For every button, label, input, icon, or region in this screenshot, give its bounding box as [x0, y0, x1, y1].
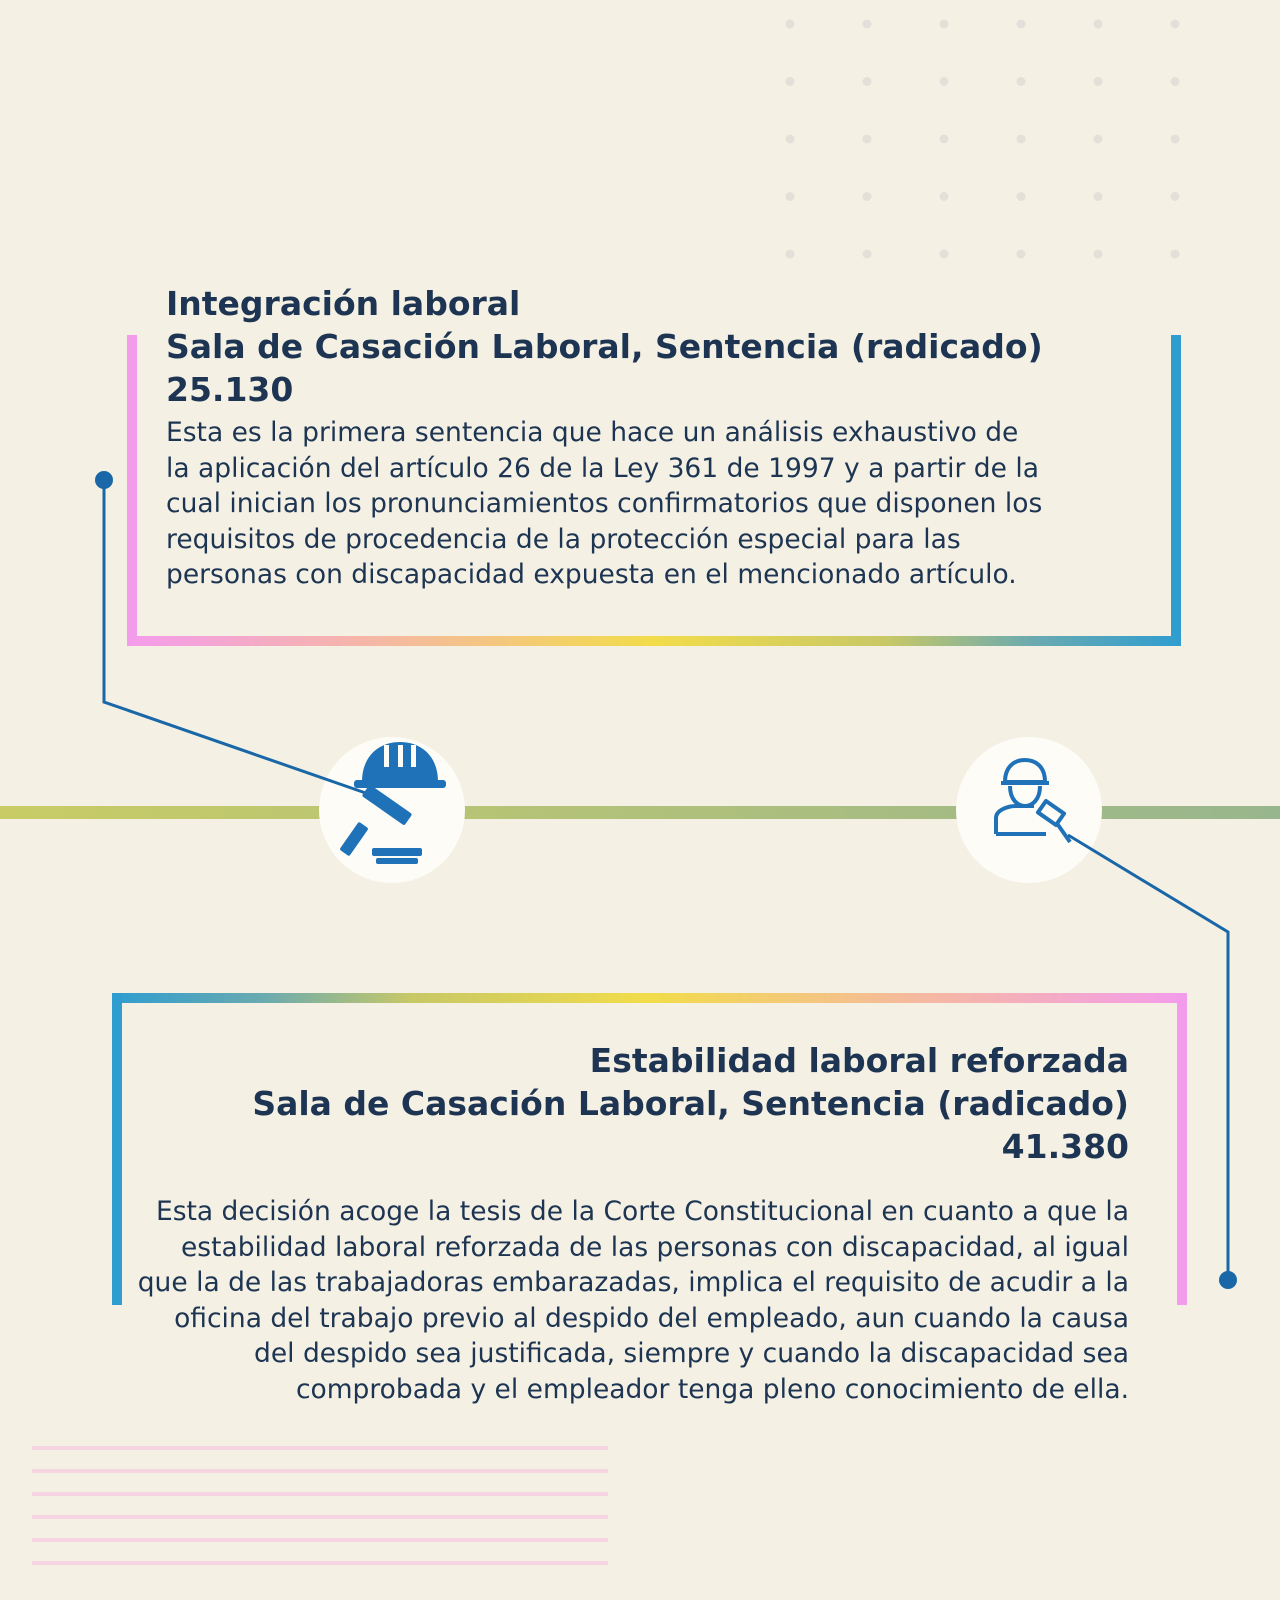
- decorative-dot: [1017, 250, 1026, 259]
- decorative-dot: [1094, 250, 1103, 259]
- decorative-dot: [940, 250, 949, 259]
- decorative-dot: [786, 250, 795, 259]
- decorative-dot: [940, 192, 949, 201]
- decorative-dot: [863, 192, 872, 201]
- decorative-dot: [1017, 135, 1026, 144]
- decorative-dot: [1017, 20, 1026, 29]
- decorative-lines: [32, 1448, 608, 1563]
- card-1-title-line1: Integración laboral: [166, 284, 521, 323]
- decorative-dot: [1171, 135, 1180, 144]
- decorative-dot: [1171, 192, 1180, 201]
- decorative-dot: [1094, 192, 1103, 201]
- decorative-dot: [1017, 77, 1026, 86]
- decorative-dot: [786, 77, 795, 86]
- card-2-title: [130, 1039, 1129, 1168]
- decorative-dot: [863, 135, 872, 144]
- card-2-title-line1: Estabilidad laboral reforzada: [589, 1041, 1129, 1080]
- decorative-dot: [863, 250, 872, 259]
- card-1-body: Esta es la primera sentencia que hace un análisis exhaustivo de la aplicación del artículo 26 de la Ley 361 de 1997 y a partir de la cual inician los pronunciamientos confirmatorios que disponen los requisitos de procedencia de la protección especial para las personas con discapacidad expuesta en el mencionado artículo.: [166, 417, 1043, 590]
- decorative-dot: [1094, 20, 1103, 29]
- decorative-dot: [940, 135, 949, 144]
- connector-2-dot: [1219, 1271, 1237, 1289]
- decorative-dot: [1017, 192, 1026, 201]
- decorative-dot: [786, 135, 795, 144]
- decorative-dot: [786, 192, 795, 201]
- card-1-title: [166, 282, 1146, 411]
- decorative-dot: [1171, 20, 1180, 29]
- card-2-body: Esta decisión acoge la tesis de la Corte Constitucional en cuanto a que la estabilidad laboral reforzada de las personas con discapacidad, al igual que la de las trabajadoras embarazadas, implica el requisito de acudir a la oficina del trabajo previo al despido del empleado, aun cuando la causa del despido sea justificada, siempre y cuando la discapacidad sea comprobada y el empleador tenga pleno conocimiento de ella.: [137, 1196, 1129, 1405]
- card-2: [130, 1039, 1129, 1407]
- card-1: [166, 282, 1146, 593]
- decorative-dot: [1171, 250, 1180, 259]
- decorative-dot: [1094, 77, 1103, 86]
- decorative-dot: [863, 77, 872, 86]
- connector-1-dot: [95, 471, 113, 489]
- decorative-dot: [1171, 77, 1180, 86]
- card-2-title-line2: Sala de Casación Laboral, Sentencia (radicado) 41.380: [252, 1084, 1129, 1166]
- decorative-dot: [940, 77, 949, 86]
- decorative-dot: [863, 20, 872, 29]
- card-1-title-line2: Sala de Casación Laboral, Sentencia (radicado) 25.130: [166, 327, 1043, 409]
- decorative-dot-grid: [786, 20, 1180, 259]
- decorative-dot: [786, 20, 795, 29]
- decorative-dot: [940, 20, 949, 29]
- decorative-dot: [1094, 135, 1103, 144]
